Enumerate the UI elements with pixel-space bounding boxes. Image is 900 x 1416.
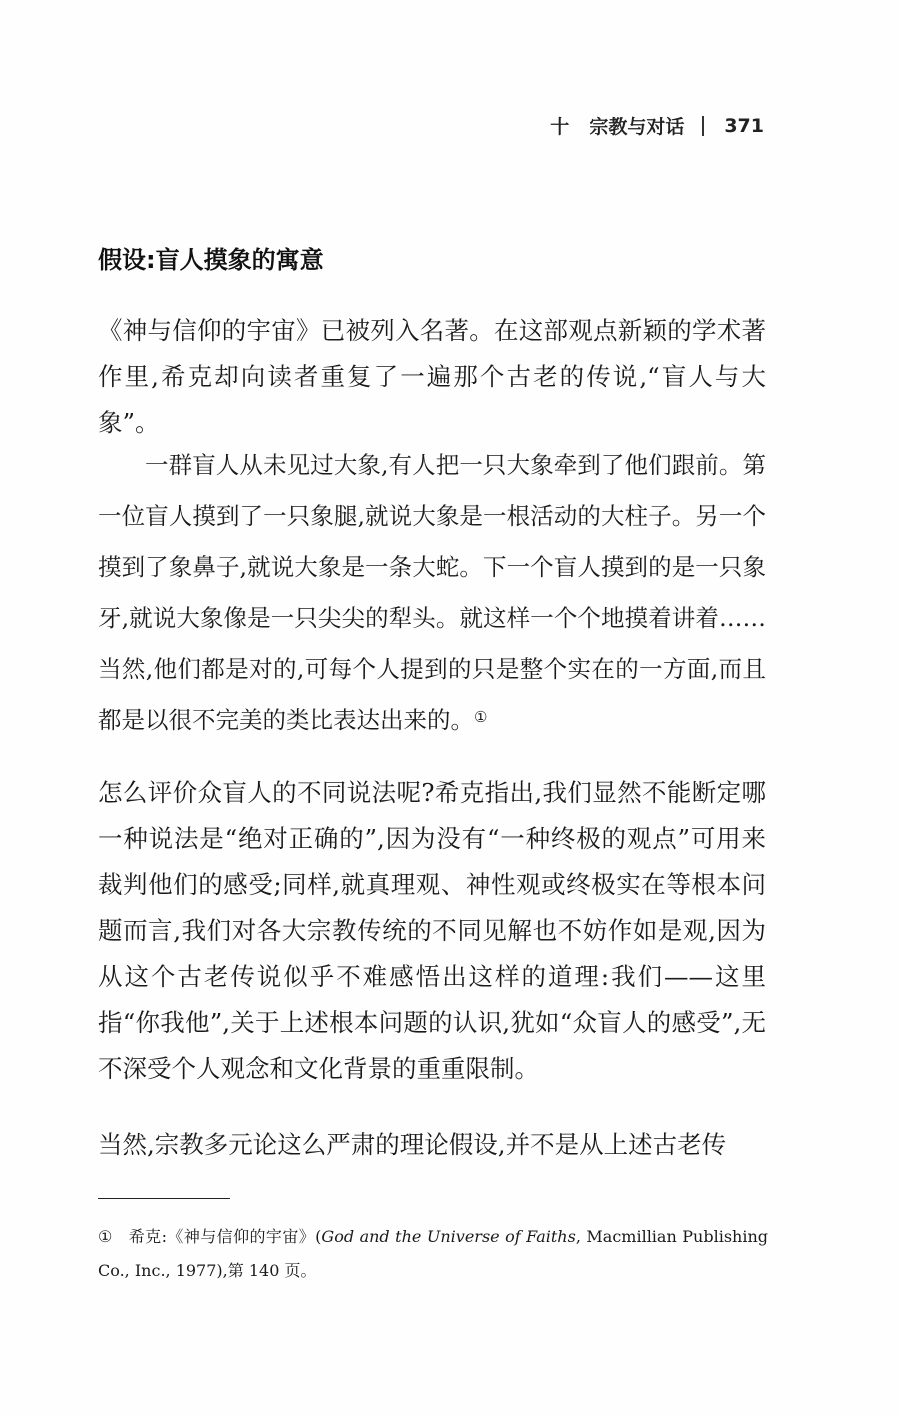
running-header bbox=[550, 112, 764, 139]
chapter-title: 宗教与对话 bbox=[589, 116, 685, 138]
paragraph-analysis: 怎么评价众盲人的不同说法呢?希克指出,我们显然不能断定哪一种说法是“绝对正确的”,因为没有“一种终极的观点”可用来裁判他们的感受;同样,就真理观、神性观或终极实在等根本问题而言,我们对各大宗教传统的不同见解也不妨作如是观,因为从这个古老传说似乎不难感悟出这样的道理:我们——这里指“你我他”,关于上述根本问题的认识,犹如“众盲人的感受”,无不深受个人观念和文化背景的重重限制。 bbox=[98, 778, 766, 1083]
paragraph-intro: 《神与信仰的宇宙》已被列入名著。在这部观点新颖的学术著作里,希克却向读者重复了一遍那个古老的传说,“盲人与大象”。 bbox=[98, 316, 766, 437]
footnote-mark: ① bbox=[98, 1227, 113, 1246]
footnote-author-prefix: 希克:《神与信仰的宇宙》( bbox=[128, 1227, 322, 1246]
header-separator bbox=[702, 116, 704, 136]
footnote-reference[interactable]: ① bbox=[474, 708, 488, 726]
block-quote bbox=[98, 440, 766, 746]
paragraph-continuation: 当然,宗教多元论这么严肃的理论假设,并不是从上述古老传 bbox=[98, 1130, 727, 1159]
footnote bbox=[98, 1220, 768, 1288]
footnote-publisher: , Macmillian Publishing Co., Inc., 1977),第 140 页。 bbox=[98, 1227, 768, 1280]
chapter-number: 十 bbox=[550, 116, 570, 138]
footnote-english-title: God and the Universe of Faiths bbox=[321, 1227, 576, 1246]
section-title: 假设:盲人摸象的寓意 bbox=[98, 246, 324, 274]
footnote-divider bbox=[98, 1198, 230, 1199]
page-number: 371 bbox=[724, 114, 764, 137]
quote-text: 一群盲人从未见过大象,有人把一只大象牵到了他们跟前。第一位盲人摸到了一只象腿,就说大象是一根活动的大柱子。另一个摸到了象鼻子,就说大象是一条大蛇。下一个盲人摸到的是一只象牙,就说大象像是一只尖尖的犁头。就这样一个个地摸着讲着……当然,他们都是对的,可每个人提到的只是整个实在的一方面,而且都是以很不完美的类比表达出来的。 bbox=[98, 451, 766, 734]
